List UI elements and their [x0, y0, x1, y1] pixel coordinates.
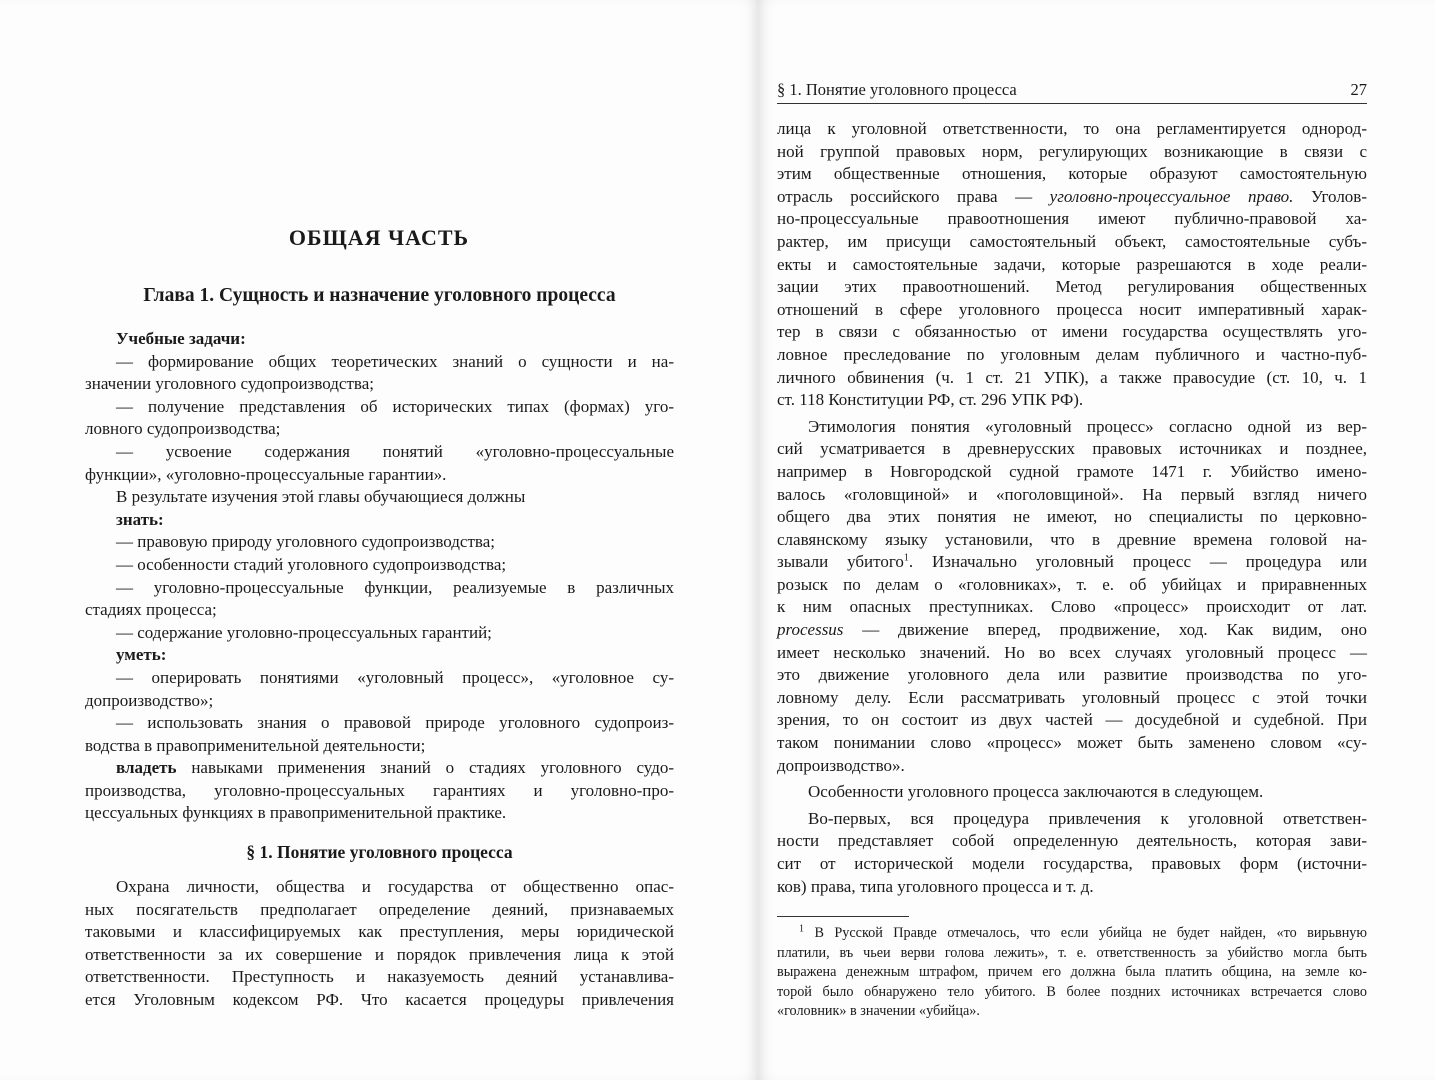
text-line: ответственности. Преступность и наказуемость деяний устанавлива- — [85, 967, 674, 987]
text-line: валось «головщиной» и «поголовщиной». На первый взгляд ничего — [777, 484, 1367, 504]
text-line: имеет несколько значений. Но во всех случаях уголовный процесс — — [777, 642, 1367, 662]
learning-objectives — [85, 328, 674, 825]
objective-line: — уголовно-процессуальные функции, реализуемые в различных — [116, 577, 674, 597]
objective-line: стадиях процесса; — [85, 600, 217, 620]
running-head — [777, 80, 1367, 104]
paragraph — [777, 118, 1367, 412]
footnote-line: платили, въ чьеи верви голова лежить», т. е. ответственность за убийство могла быть — [777, 944, 1367, 961]
objective-line: В результате изучения этой главы обучающиеся должны — [116, 487, 526, 507]
text-line: ответственности за их совершение и порядок привлечения лица к этой — [85, 944, 674, 964]
text-line: ков) права, типа уголовного процесса и т. д. — [777, 876, 1094, 896]
objective-line: — содержание уголовно-процессуальных гарантий; — [116, 622, 492, 642]
footnote — [777, 924, 1367, 1022]
page-number: 27 — [1350, 80, 1367, 99]
objective-line: — правовую природу уголовного судопроизводства; — [116, 532, 495, 552]
paragraph — [777, 808, 1367, 898]
objective-line: водства в правоприменительной деятельности; — [85, 735, 426, 755]
text-line: ст. 118 Конституции РФ, ст. 296 УПК РФ). — [777, 390, 1084, 410]
objective-line: — особенности стадий уголовного судопроизводства; — [116, 554, 507, 574]
text-line — [777, 551, 1367, 574]
objective-line-rest: навыками применения знаний о стадиях уголовного судо- — [176, 758, 674, 778]
text-line — [777, 186, 1367, 209]
text-line: ных посягательств предполагает определение деяний, признаваемых — [85, 899, 674, 919]
footnote-line: выражена денежным штрафом, причем его должна была платить община, на земле ко- — [777, 964, 1367, 980]
text-line: допроизводство». — [777, 755, 905, 775]
objective-line: — получение представления об исторических типах (формах) уго- — [116, 396, 674, 416]
text-line: Особенности уголовного процесса заключаются в следующем. — [808, 782, 1264, 802]
running-head-title: § 1. Понятие уголовного процесса — [777, 80, 1017, 99]
footnote-line: «головник» в значении «убийца». — [777, 1003, 980, 1019]
section-title: ОБЩАЯ ЧАСТЬ — [288, 225, 470, 250]
paragraph — [777, 416, 1367, 778]
text-line: зации этих правоотношений. Метод регулирования общественных — [777, 277, 1367, 297]
text-line: отношений в сфере уголовного процесса носит императивный харак- — [777, 299, 1367, 319]
text-span: В Русской Правде отмечалось, что если убийца не будет найден, «то вирьвную — [804, 925, 1367, 941]
own-label: владеть — [116, 758, 177, 778]
text-line: зрения, то он состоит из двух частей — досудебной и судебной. При — [777, 710, 1367, 730]
objective-line: цессуальных функциях в правоприменительной практике. — [85, 803, 507, 823]
text-line: общего два этих понятия не имеют, но специалисты по церковно- — [777, 507, 1367, 527]
text-line: Охрана личности, общества и государства от общественно опас- — [116, 877, 674, 896]
text-line: славянскому языку установили, что в древние времена головой на- — [777, 529, 1367, 549]
text-line: ной группой правовых норм, регулирующих возникающие в связи с — [777, 141, 1367, 161]
text-line: таком понимании слово «процесс» может быть заменено словом «су- — [777, 733, 1367, 753]
text-span: Уголов- — [1293, 186, 1367, 206]
footnote-ref[interactable]: 1 — [903, 552, 909, 564]
text-line: тер в связи с обязанностью от имени государства осуществлять уго- — [777, 322, 1367, 342]
text-line: личного обвинения (ч. 1 ст. 21 УПК), а также правосудие (ст. 10, ч. 1 — [777, 367, 1367, 387]
text-line — [777, 619, 1367, 642]
footnote-divider — [777, 916, 909, 917]
text-line: лица к уголовной ответственности, то она регламентируется однород- — [777, 119, 1367, 138]
text-span: . Изначально уголовный процесс — процедура или — [908, 552, 1367, 572]
text-line: но-процессуальные правоотношения имеют публично-правовой ха- — [777, 209, 1367, 229]
objective-line: значении уголовного судопроизводства; — [85, 374, 374, 394]
right-body-text — [777, 118, 1367, 898]
text-line: ности представляет собой определенную деятельность, которая зави- — [777, 831, 1367, 851]
text-line: ется Уголовным кодексом РФ. Что касается процедуры привлечения — [85, 989, 674, 1009]
text-line: сий усматривается в древнерусских правовых источниках и позднее, — [777, 439, 1367, 459]
objective-line: ловного судопроизводства; — [85, 419, 281, 439]
text-line: екты и самостоятельные задачи, которые разрешаются в ходе реали- — [777, 254, 1367, 274]
objective-line: — формирование общих теоретических знаний о сущности и на- — [116, 351, 674, 371]
objective-line — [85, 757, 674, 780]
italic-term: уголовно-процессуальное право. — [1049, 186, 1294, 206]
text-line: розыск по делам о «головниках», т. е. об убийцах и приравненных — [777, 574, 1367, 594]
objective-line: допроизводство»; — [85, 690, 214, 710]
text-line: рактер, им присущи самостоятельный объект, самостоятельные субъ- — [777, 231, 1367, 251]
right-page — [758, 0, 1435, 1080]
section-heading: § 1. Понятие уголовного процесса — [246, 842, 513, 862]
footnote-marker: 1 — [799, 923, 804, 935]
chapter-title: Глава 1. Сущность и назначение уголовного процесса — [143, 285, 616, 306]
footnote-line — [777, 924, 1367, 944]
objective-line: производства, уголовно-процессуальных гарантиях и уголовно-про- — [85, 780, 674, 800]
text-line: к ним опасных преступниках. Слово «процесс» происходит от лат. — [777, 597, 1367, 617]
text-span: — движение вперед, продвижение, ход. Как видим, оно — [843, 620, 1367, 640]
objective-line: — использовать знания о правовой природе уголовного судопроиз- — [116, 713, 674, 733]
italic-term: processus — [777, 620, 844, 640]
paragraph — [777, 781, 1367, 804]
objective-line: — оперировать понятиями «уголовный процесс», «уголовное су- — [116, 667, 674, 687]
objective-line: — усвоение содержания понятий «уголовно-процессуальные — [116, 441, 674, 461]
text-line: это движение уголовного дела или развитие производства по уго- — [777, 665, 1367, 685]
know-label: знать: — [116, 509, 164, 529]
text-line: Во-первых, вся процедура привлечения к уголовной ответствен- — [808, 808, 1367, 828]
text-span: отрасль российского права — — [777, 186, 1050, 206]
objective-line: функции», «уголовно-процессуальные гарантии». — [85, 464, 447, 484]
can-label: уметь: — [116, 645, 167, 665]
text-line: этим общественные отношения, которые образуют самостоятельную — [777, 164, 1367, 184]
text-line: сит от исторической модели государства, правовых форм (источни- — [777, 854, 1367, 873]
objectives-heading: Учебные задачи: — [116, 329, 246, 348]
footnote-line: торой было обнаружено тело убитого. В более поздних источниках встречается слово — [777, 983, 1367, 1000]
text-line: ловное преследование по уголовным делам публичного и частно-пуб- — [777, 344, 1367, 364]
text-span: зывали убитого — [777, 552, 904, 572]
text-line: таковыми и классифицируемых как преступления, меры юридической — [85, 922, 674, 942]
text-line: ловному делу. Если рассматривать уголовный процесс с этой точки — [777, 687, 1367, 707]
text-line: например в Новгородской судной грамоте 1471 г. Убийство имено- — [777, 461, 1367, 481]
left-body-text — [85, 876, 674, 1012]
text-line: Этимология понятия «уголовный процесс» согласно одной из вер- — [808, 416, 1367, 436]
